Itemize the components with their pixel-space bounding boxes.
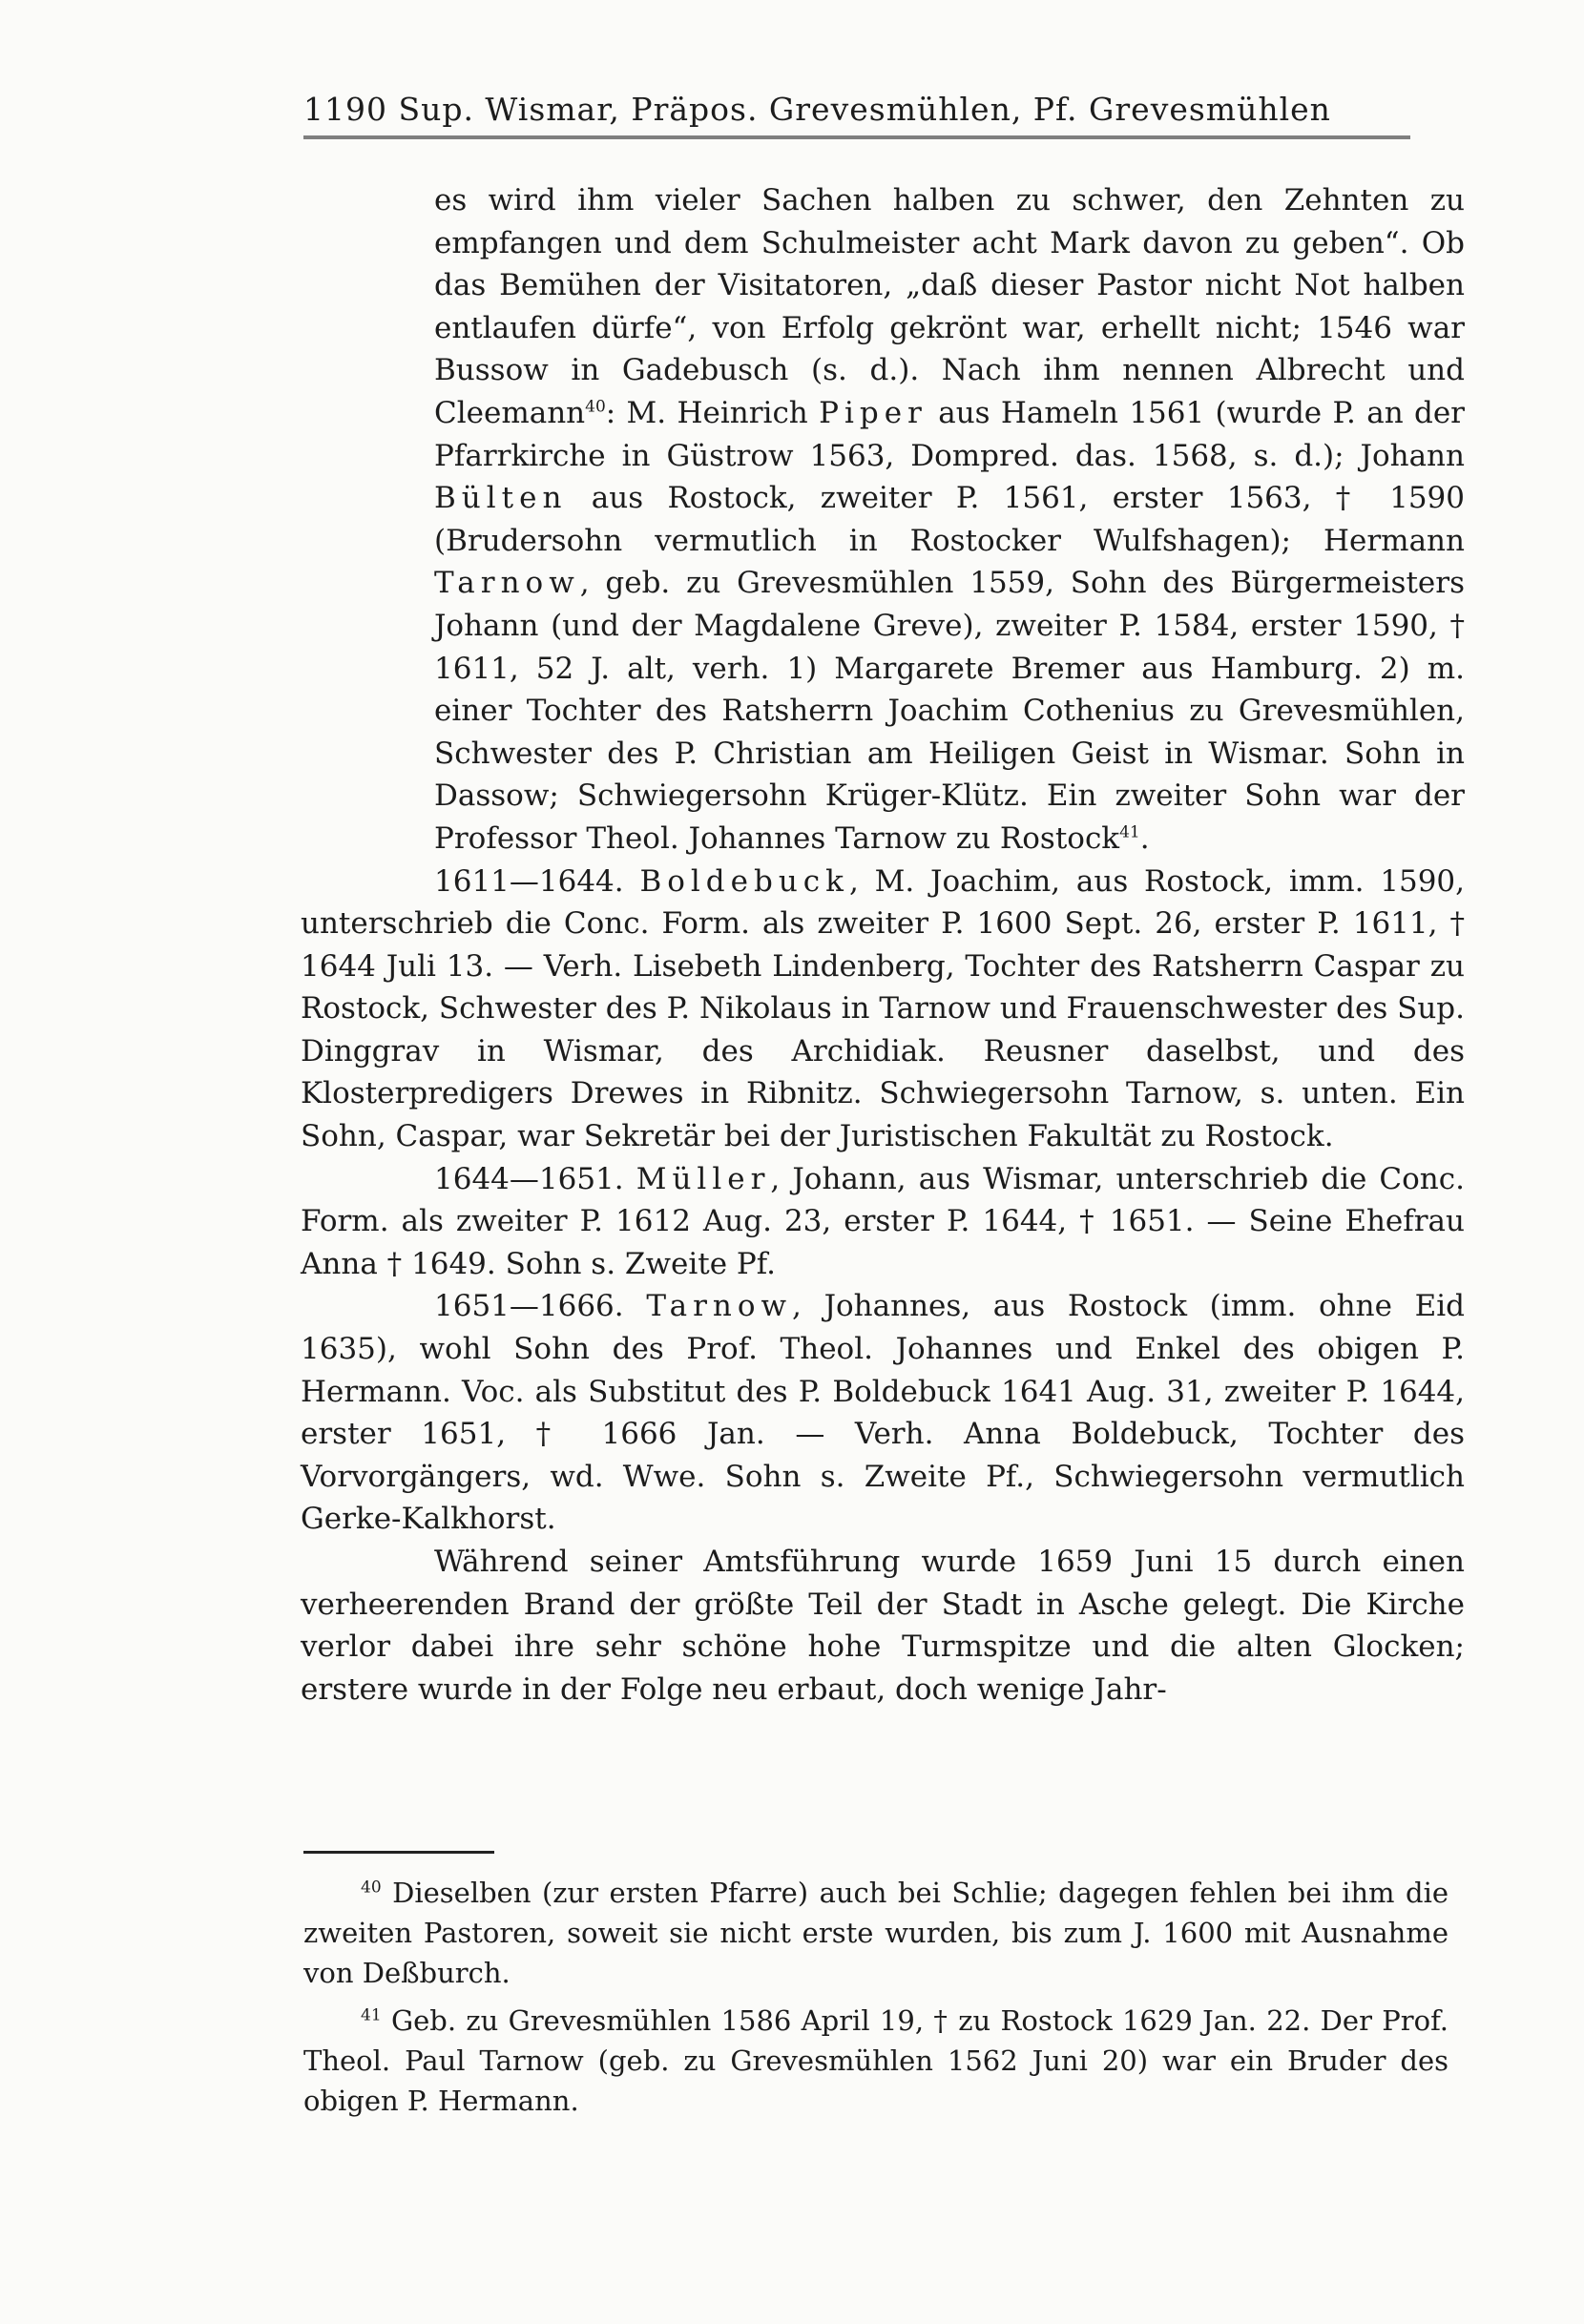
paragraph-mueller: 1644—1651. Müller, Johann, aus Wismar, unterschrieb die Conc. Form. als zweiter P. 1612 Aug. 23, erster P. 1644, † 1651. — Seine Ehefrau Anna † 1649. Sohn s. Zweite Pf. — [301, 1161, 1465, 1281]
footnote-ref-40: 40 — [585, 397, 606, 417]
paragraph-tarnow: 1651—1666. Tarnow, Johannes, aus Rostock (imm. ohne Eid 1635), wohl Sohn des Prof. Theol. Johannes und Enkel des obigen P. Hermann. Voc. als Substitut des P. Boldebuck 1641 Aug. 31, zweiter P. 1644, erster 1651, † 1666 Jan. — Verh. Anna Boldebuck, Tochter des Vorvorgängers, wd. Wwe. Sohn s. Zweite Pf., Schwiegersohn vermutlich Gerke-Kalkhorst. — [301, 1289, 1465, 1537]
running-header: 1190 Sup. Wismar, Präpos. Grevesmühlen, Pf. Grevesmühlen — [303, 91, 1331, 128]
header-rule — [303, 135, 1410, 139]
name-buelten: Bülten — [434, 481, 568, 516]
paragraph-boldebuck: 1611—1644. Boldebuck, M. Joachim, aus Rostock, imm. 1590, unterschrieb die Conc. Form. als zweiter P. 1600 Sept. 26, erster P. 1611, † 1644 Juli 13. — Verh. Lisebeth Lindenberg, Tochter des Ratsherrn Caspar zu Rostock, Schwester des P. Nikolaus in Tarnow und Frauenschwester des Sup. Dinggrav in Wismar, des Archidiak. Reusner daselbst, und des Klosterpredigers Drewes in Ribnitz. Schwiegersohn Tarnow, s. unten. Ein Sohn, Caspar, war Sekretär bei der Juristischen Fakultät zu Rostock. — [301, 863, 1465, 1154]
footnote-40: $^{40}$ Dieselben (zur ersten Pfarre) auch bei Schlie; dagegen fehlen bei ihm die zweiten Pastoren, soweit sie nicht erste wurden, bis zum J. 1600 mit Ausnahme von Deßburch. — [303, 1877, 1449, 1989]
paragraph-1: es wird ihm vieler Sachen halben zu schwer, den Zehnten zu empfangen und dem Schulmeister acht Mark davon zu geben“. Ob das Bemühen der Visitatoren, „daß dieser Pastor nicht Not halben entlaufen dürfe“, von Erfolg gekrönt war, erhellt nicht; 1546 war Bussow in Gadebusch (s. d.). Nach ihm nennen Albrecht und Cleemann$^{40}$: M. Heinrich Piper aus Hameln 1561 (wurde P. an der Pfarrkirche in Güstrow 1563, Dompred. das. 1568, s. d.); Johann Bülten aus Rostock, zweiter P. 1561, erster 1563, † 1590 (Brudersohn vermutlich in Rostocker Wulfshagen); Hermann Tarnow, geb. zu Grevesmühlen 1559, Sohn des Bürgermeisters Johann (und der Magdalene Greve), zweiter P. 1584, erster 1590, † 1611, 52 J. alt, verh. 1) Margarete Bremer aus Hamburg. 2) m. einer Tochter des Ratsherrn Joachim Cothenius zu Grevesmühlen, Schwester des P. Christian am Heiligen Geist in Wismar. Sohn in Dassow; Schwiegersohn Krüger-Klütz. Ein zweiter Sohn war der Professor Theol. Johannes Tarnow zu Rostock$^{41}$. — [434, 183, 1465, 856]
footnote-rule — [303, 1851, 494, 1854]
footnote-41: $^{41}$ Geb. zu Grevesmühlen 1586 April 19, † zu Rostock 1629 Jan. 22. Der Prof. Theol. Paul Tarnow (geb. zu Grevesmühlen 1562 Juni 20) war ein Bruder des obigen P. Hermann. — [303, 2004, 1449, 2117]
name-tarnow-johannes: Tarnow — [646, 1289, 793, 1324]
paragraph-fire: Während seiner Amtsführung wurde 1659 Juni 15 durch einen verheerenden Brand der größte Teil der Stadt in Asche gelegt. Die Kirche verlor dabei ihre sehr schöne hohe Turmspitze und die alten Glocken; erstere wurde in der Folge neu erbaut, doch wenige Jahr- — [301, 1545, 1465, 1707]
footnote-ref-41: 41 — [1119, 822, 1140, 842]
name-boldebuck: Boldebuck — [639, 863, 849, 899]
main-text — [301, 179, 1465, 1711]
name-tarnow-hermann: Tarnow — [434, 566, 580, 601]
footnotes — [303, 1873, 1449, 2128]
name-piper: Piper — [819, 395, 927, 430]
name-mueller: Müller — [636, 1161, 771, 1196]
